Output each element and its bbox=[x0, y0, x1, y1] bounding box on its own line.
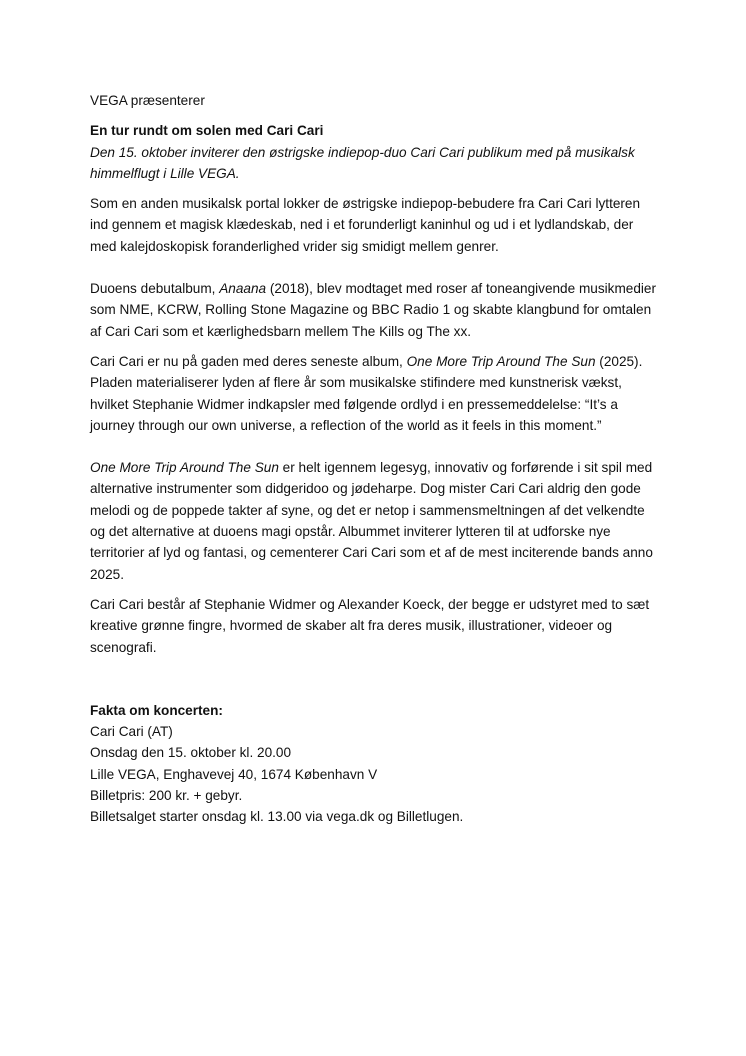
document-page bbox=[90, 90, 660, 828]
debut-text-before: Duoens debutalbum, bbox=[90, 281, 220, 297]
headline: En tur rundt om solen med Cari Cari bbox=[90, 123, 324, 139]
lead-text: Den 15. oktober inviterer den østrigske indiepop-duo Cari Cari publikum med på musikalsk himmelflugt i Lille VEGA. bbox=[90, 144, 635, 181]
fact-line: Billetpris: 200 kr. + gebyr. bbox=[90, 788, 243, 804]
review-album-title: One More Trip Around The Sun bbox=[90, 460, 279, 476]
new-album-title: One More Trip Around The Sun bbox=[406, 353, 596, 369]
review-text: er helt igennem legesyg, innovativ og forførende i sit spil med alternative instrumenter som didgeridoo og jødeharpe. Dog mister Cari Cari aldrig den gode melodi og de poppede takter af syne, og det er netop i sammensmeltningen af det velkendte og det alternative at duoens magi opstår. Albummet inviterer lytteren til at udforske nye territorier af lyd og fantasi, og cementerer Cari Cari som et af de mest inciterende bands anno 2025. bbox=[90, 460, 653, 582]
debut-text-after: (2018), blev modtaget med roser af toneangivende musikmedier som NME, KCRW, Rolling Stone Magazine og BBC Radio 1 og skabte klangbund for omtalen af Cari Cari som et kærlighedsbarn mellem The Kills og The xx. bbox=[90, 281, 657, 339]
fact-line: Billetsalget starter onsdag kl. 13.00 via vega.dk og Billetlugen. bbox=[90, 809, 464, 825]
paragraph-intro: Som en anden musikalsk portal lokker de østrigske indiepop-bebudere fra Cari Cari lytteren ind gennem et magisk klædeskab, ned i et forunderligt kaninhul og ud i et lydlandskab, der med kalejdoskopisk foranderlighed vrider sig smidigt mellem genrer. bbox=[90, 196, 641, 254]
new-album-text-after: (2025). Pladen materialiserer lyden af flere år som musikalske stifindere med kunstnerisk vækst, hvilket Stephanie Widmer indkapsler med følgende ordlyd i en pressemeddelelse: “It’s a journey through our own universe, a reflection of the world as it feels in this moment.” bbox=[90, 353, 643, 433]
paragraph-members: Cari Cari består af Stephanie Widmer og Alexander Koeck, der begge er udstyret med to sæt kreative grønne fingre, hvormed de skaber alt fra deres musik, illustrationer, videoer og scenografi. bbox=[90, 596, 650, 655]
presenter-line: VEGA præsenterer bbox=[90, 93, 205, 108]
fact-line: Cari Cari (AT) bbox=[90, 724, 173, 740]
paragraph-album-review bbox=[90, 457, 660, 585]
fact-line: Lille VEGA, Enghavevej 40, 1674 København V bbox=[90, 766, 378, 782]
debut-album-title: Anaana bbox=[219, 281, 267, 297]
paragraph-debut bbox=[90, 278, 660, 342]
fact-line: Onsdag den 15. oktober kl. 20.00 bbox=[90, 745, 292, 761]
facts-heading: Fakta om koncerten: bbox=[90, 702, 223, 718]
new-album-text-before: Cari Cari er nu på gaden med deres seneste album, bbox=[90, 353, 407, 369]
paragraph-new-album bbox=[90, 351, 660, 436]
